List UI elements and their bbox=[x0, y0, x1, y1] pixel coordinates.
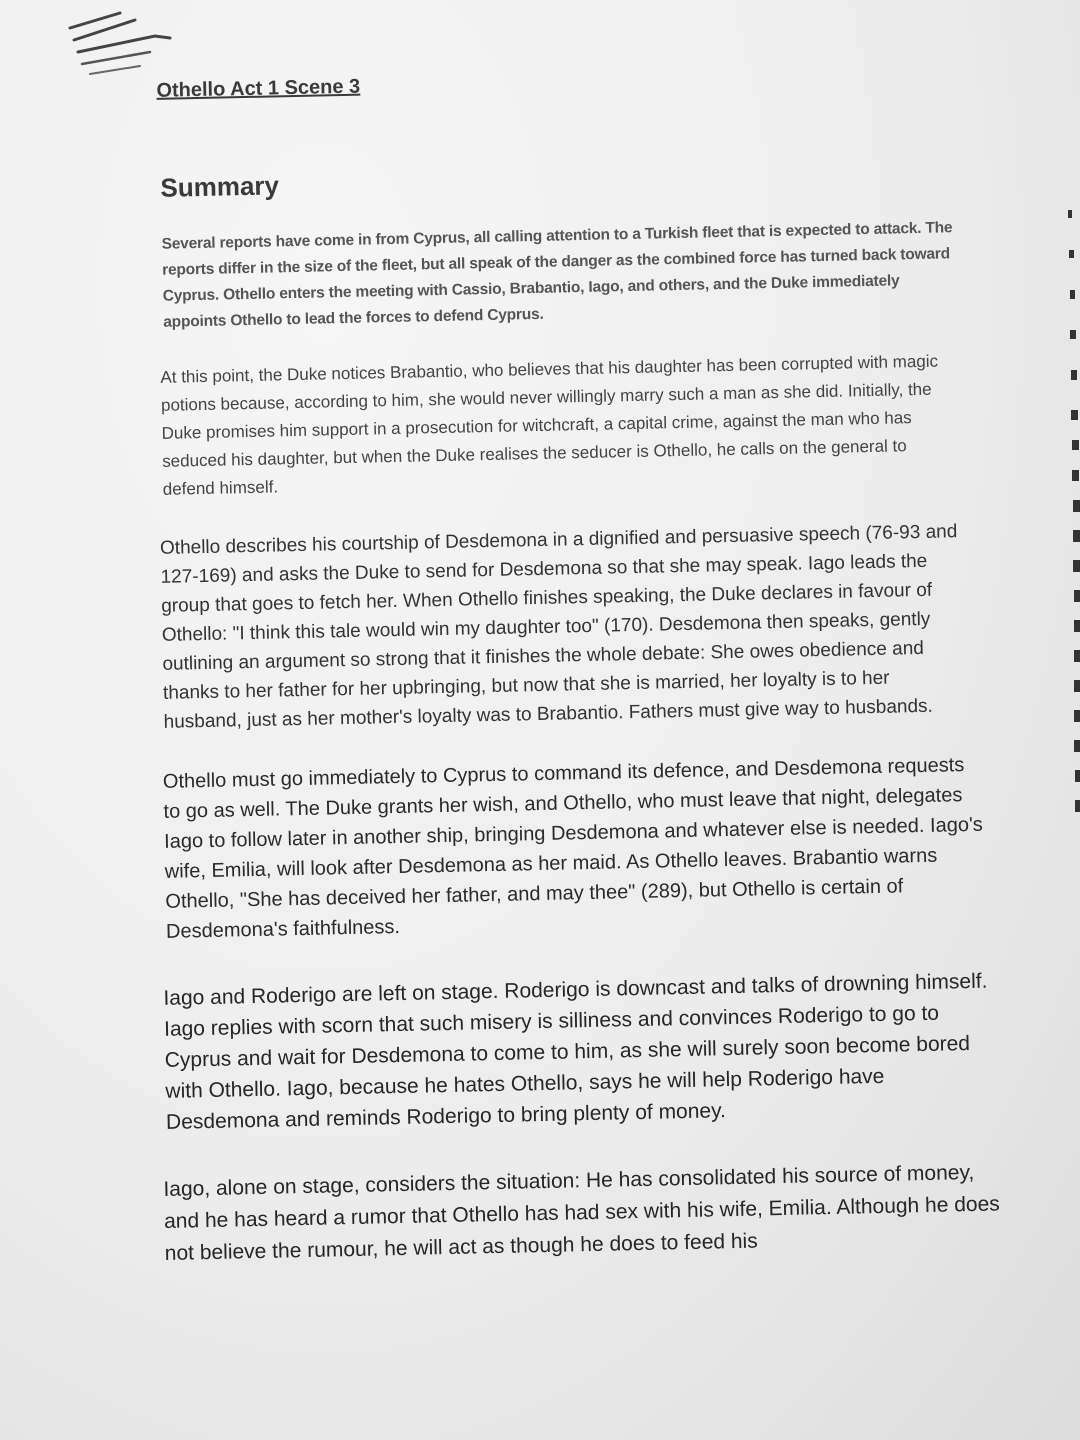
section-heading: Summary bbox=[160, 170, 280, 203]
document-body bbox=[150, 53, 1001, 1269]
paragraph-5: Iago and Roderigo are left on stage. Roderigo is downcast and talks of drowning himself. Iago replies with scorn that such misery is silliness and convinces Roderigo to go to Cyprus and wait for Desdemona to come to him, as she will surely soon become bored with Othello. Iago, because he hates Othello, says he will help Roderigo have Desdemona and reminds Roderigo to bring plenty of money. bbox=[163, 969, 988, 1134]
paragraph-2: At this point, the Duke notices Brabantio, who believes that his daughter has been corrupted with magic potions because, according to him, she would never willingly marry such a man as she did. Initially, the Duke promises him support in a prosecution for witchcraft, a capital crime, against the man who has seduced his daughter, but when the Duke realises the seducer is Othello, he calls on the general to defend himself. bbox=[160, 351, 939, 499]
paragraph-4: Othello must go immediately to Cyprus to command its defence, and Desdemona requests to go as well. The Duke grants her wish, and Othello, who must leave that night, delegates Iago to follow later in another ship, bringing Desdemona and whatever else is needed. Iago's wife, Emilia, will look after Desdemona as her maid. As Othello leaves. Brabantio warns Othello, "She has deceived her father, and may thee" (289), but Othello is certain of Desdemona's faithfulness. bbox=[162, 754, 984, 943]
document-title: Othello Act 1 Scene 3 bbox=[156, 75, 361, 102]
pen-scribble-mark bbox=[60, 8, 180, 78]
paragraph-1: Several reports have come in from Cyprus, all calling attention to a Turkish fleet that is expected to attack. The reports differ in the size of the fleet, but all speak of the danger as the combined force has turned back toward Cyprus. Othello enters the meeting with Cassio, Brabantio, Iago, and others, and the Duke immediately appoints Othello to lead the forces to defend Cyprus. bbox=[161, 219, 953, 331]
paragraph-3: Othello describes his courtship of Desdemona in a dignified and persuasive speech (76-93 and 127-169) and asks the Duke to send for Desdemona so that she may speak. Iago leads the group that goes to fetch her. When Othello finishes speaking, the Duke declares in favour of Othello: "I think this tale would win my daughter too" (170). Desdemona then speaks, gently outlining an argument so strong that it finishes the whole debate: She owes obedience and thanks to her father for her upbringing, but now that she is married, her loyalty is to her husband, just as her mother's loyalty was to Brabantio. Fathers must give way to husbands. bbox=[159, 521, 958, 733]
binder-edge-marks bbox=[1050, 150, 1080, 850]
paragraph-6: Iago, alone on stage, considers the situation: He has consolidated his source of money, and he has heard a rumor that Othello has had sex with his wife, Emilia. Although he does not believe the rumour, he will act as though he does to feed his bbox=[163, 1160, 1001, 1265]
